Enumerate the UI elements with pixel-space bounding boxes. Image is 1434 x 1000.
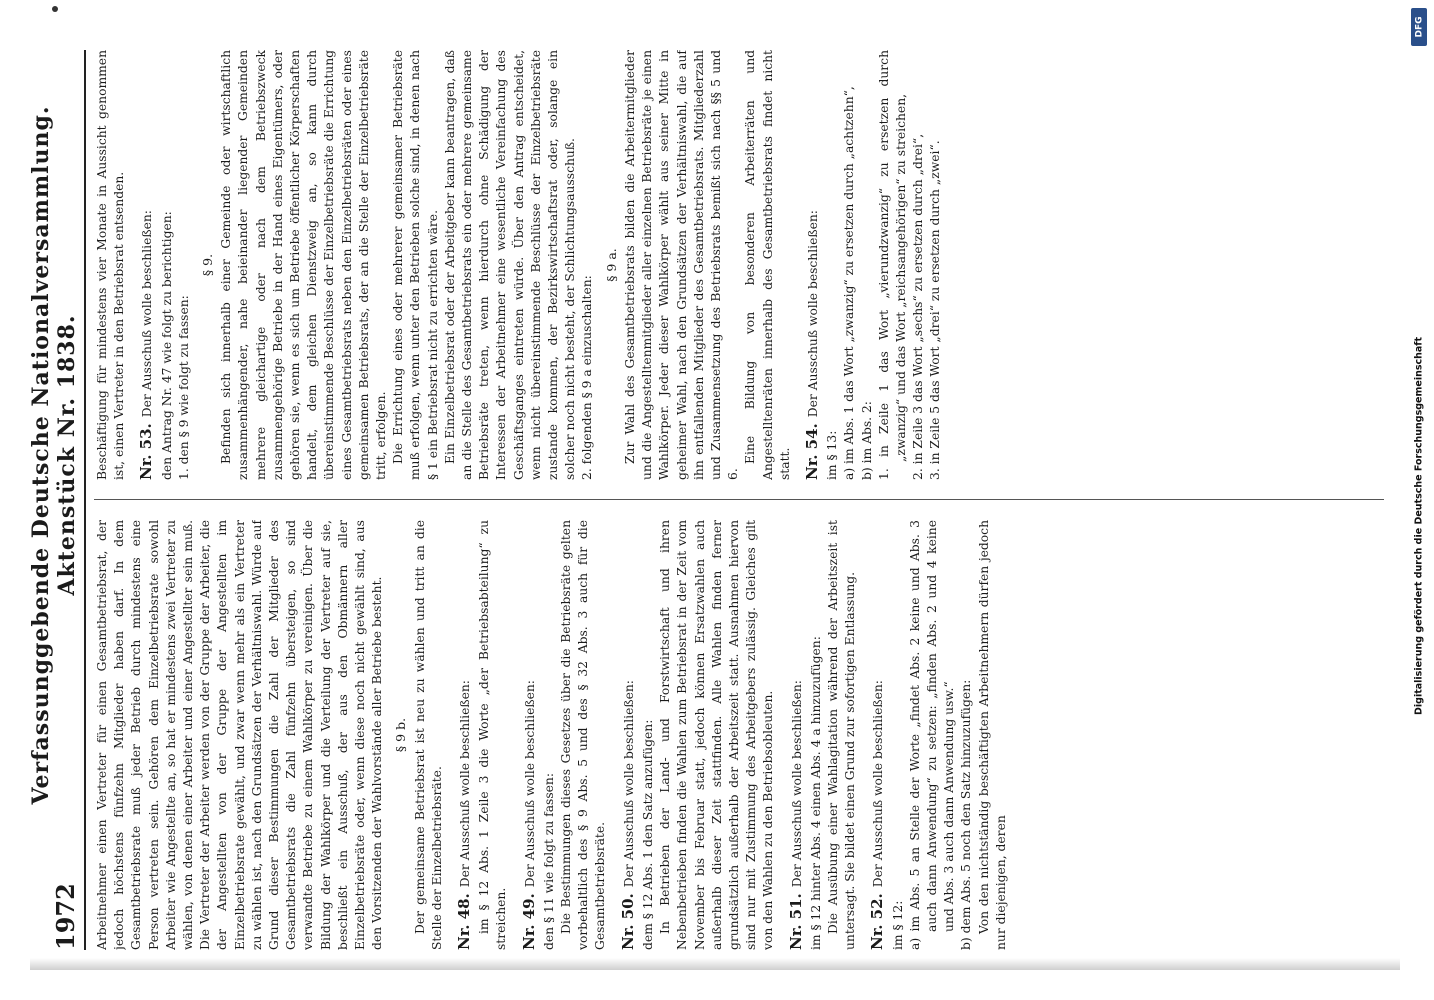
motion-heading: [804, 50, 822, 480]
page-number: 1972: [51, 883, 80, 950]
dfg-sidebar: [1408, 6, 1430, 994]
paragraph: im § 13:: [825, 430, 840, 480]
motion-intro: Der Ausschuß wolle beschließen:: [458, 680, 473, 888]
list-item: a) im Abs. 1 das Wort „zwanzig“ zu ersetzen durch „achtzehn“,: [842, 86, 857, 480]
motion-intro: Der Ausschuß wolle beschließen:: [789, 680, 804, 888]
paragraph: Ein Einzelbetriebsrat oder der Arbeitgeber kann beantragen, daß an die Stelle des Gesamtbetriebsrats ein oder mehrere gemeinsame Betriebsräte treten, wenn hierdurch ohne Schädigung der Interessen der Arbeitnehmer eine wesentliche Vereinfachung des Geschäftsganges eintreten würde. Über den Antrag entscheidet, wenn nicht übereinstimmende Beschlüsse der Einzelbetriebsräte zustande kommen, der Bezirkswirtschaftsrat oder, solange ein solcher noch nicht besteht, der Schlichtungsausschuß.: [442, 50, 578, 480]
list-item: b) dem Abs. 5 noch den Satz hinzuzufügen:: [959, 679, 974, 950]
motion-number: Nr. 48.: [455, 893, 474, 950]
motion-number: Nr. 51.: [786, 893, 805, 950]
paragraph: Der gemeinsame Betriebsrat ist neu zu wählen und tritt an die Stelle der Einzelbetriebsräte.: [412, 520, 444, 950]
list-item: 3. in Zeile 5 das Wort „drei“ zu ersetzen durch „zwei“.: [928, 140, 943, 480]
list-item: 2. folgenden § 9 a einzuschalten:: [580, 275, 595, 480]
paragraph: Die Bestimmungen dieses Gesetzes über die Betriebsräte gelten vorbehaltlich des § 9 Abs. 5 und des § 32 Abs. 3 auch für die Gesamtbetriebsräte.: [559, 520, 608, 950]
paragraph: Arbeitnehmer einen Vertreter für einen Gesamtbetriebsrat, der jedoch höchstens fünfzehn Mitglieder haben darf. In dem Gesamtbetriebsrate muß jeder Betrieb durch mindestens eine Person vertreten sein. Gehören dem Einzelbetriebsrate sowohl Arbeiter wie Angestellte an, so hat er mindestens zwei Vertreter zu wählen, von denen einer Arbeiter und einer Angestellter sein muß. Die Vertreter der Arbeiter werden von der Gruppe der Arbeiter, die der Angestellten von der Gruppe der Angestellten im Einzelbetriebsrate gewählt, und zwar wenn mehr als ein Vertreter zu wählen ist, nach den Grundsätzen der Verhältniswahl. Würde auf Grund dieser Bestimmungen die Zahl der Mitglieder des Gesamtbetriebsrats die Zahl fünfzehn übersteigen, so sind verwandte Betriebe zu einem Wahlkörper zu vereinigen. Über die Bildung der Wahlkörper und die Verteilung der Vertreter auf sie, beschließt ein Ausschuß, der aus den Obmännern aller Einzelbetriebsräte oder, wenn diese noch nicht gewählt sind, aus den Vorsitzenden der Wahlvorstände aller Betriebe besteht.: [95, 520, 385, 950]
motion-intro: Der Ausschuß wolle beschließen:: [621, 680, 636, 888]
paragraph: Beschäftigung für mindestens vier Monate in Aussicht genommen ist, einen Vertreter in den Betriebsrat entsenden.: [95, 50, 127, 480]
motion-intro: Der Ausschuß wolle beschließen:: [805, 210, 820, 418]
paragraph: Die Ausübung einer Wahlagitation während der Arbeitszeit ist untersagt. Sie bildet einen Grund zur sofortigen Entlassung.: [825, 520, 858, 950]
scanned-page: [30, 30, 1400, 970]
motion-number: Nr. 54.: [802, 423, 821, 480]
paragraph: im § 12 hinter Abs. 4 einen Abs. 4 a hinzuzufügen:: [808, 636, 823, 950]
motion-heading: [138, 50, 156, 480]
paragraph: In Betrieben der Land- und Forstwirtschaft und ihren Nebenbetrieben finden die Wahlen zum Betriebsrat in der Zeit vom November bis Februar statt, jedoch können Ersatzwahlen auch außerhalb dieser Zeit stattfinden. Alle Wahlen finden ferner grundsätzlich außerhalb der Arbeitszeit statt. Ausnahmen hiervon sind nur mit Zustimmung des Arbeitgebers zulässig. Gleiches gilt von den Wahlen zu den Betriebsobleuten.: [658, 520, 776, 950]
left-column: [94, 520, 1384, 950]
paragraph: dem § 12 Abs. 1 den Satz anzufügen:: [640, 719, 655, 950]
page-header: [28, 50, 86, 950]
list-item: a) im Abs. 5 an Stelle der Worte „findet Abs. 2 keine und Abs. 3 auch dann Anwendung“ zu setzen: „finden Abs. 2 und 4 keine und Abs. 3 auch dann Anwendung usw.“: [907, 520, 957, 950]
motion-heading: [869, 520, 887, 950]
motion-heading: [788, 520, 806, 950]
motion-number: Nr. 52.: [868, 893, 887, 950]
paragraph: Zur Wahl des Gesamtbetriebsrats bilden die Arbeitermitglieder und die Angestelltenmitglieder aller einzelnen Betriebsräte je einen Wahlkörper. Jeder dieser Wahlkörper wählt aus seiner Mitte in geheimer Wahl, nach den Grundsätzen der Verhältniswahl, die auf ihn entfallenden Mitglieder des Gesamtbetriebsrats. Mitgliederzahl und Zusammensetzung des Betriebsrats bemißt sich nach §§ 5 und 6.: [622, 50, 741, 480]
running-title: Verfassunggebende Deutsche Nationalversammlung. Aktenstück Nr. 1838.: [28, 105, 80, 805]
list-item: 1. den § 9 wie folgt zu fassen:: [176, 295, 191, 480]
scan-edge-shadow: [30, 958, 1400, 970]
section-heading: § 9 b.: [393, 717, 409, 753]
motion-intro: Der Ausschuß wolle beschließen:: [871, 680, 886, 888]
paragraph: Von den nichtständig beschäftigten Arbeitnehmern dürfen jedoch nur diejenigen, deren: [976, 520, 1008, 950]
motion-intro: Der Ausschuß wolle beschließen:: [522, 680, 537, 888]
motion-intro: Der Ausschuß wolle beschließen:: [140, 210, 155, 418]
section-heading: § 9.: [200, 253, 216, 277]
list-item: 1. in Zeile 1 das Wort „vierundzwanzig“ zu ersetzen durch „zwanzig“ und das Wort „reichsangehörigen“ zu streichen,: [876, 50, 908, 480]
paragraph: Befinden sich innerhalb einer Gemeinde oder wirtschaftlich zusammenhängender, nahe beieinander liegender Gemeinden mehrere gleichartige oder nach dem Betriebszweck zusammengehörige Betriebe in der Hand eines Eigentümers, oder gehören sie, wenn es sich um Betriebe öffentlicher Körperschaften handelt, dem gleichen Dienstzweig an, so kann durch übereinstimmende Beschlüsse der Einzelbetriebsräte die Errichtung eines Gesamtbetriebsrats neben den Einzelbetriebsräten oder eines gemeinsamen Betriebsrats, der an die Stelle der Einzelbetriebsräte tritt, erfolgen.: [219, 50, 389, 480]
motion-heading: [620, 520, 638, 950]
motion-number: Nr. 49.: [519, 893, 538, 950]
paragraph: im § 12 Abs. 1 Zeile 3 die Worte „der Betriebsabteilung“ zu streichen.: [477, 520, 509, 950]
ink-speck: [52, 6, 58, 12]
motion-heading: [521, 520, 539, 950]
motion-heading: [456, 520, 474, 950]
list-item: 2. in Zeile 3 das Wort „sechs“ zu ersetzen durch „drei“,: [911, 133, 926, 480]
motion-number: Nr. 53.: [137, 423, 156, 480]
motion-number: Nr. 50.: [618, 893, 637, 950]
paragraph: Eine Bildung von besonderen Arbeiterräten und Angestelltenräten innerhalb des Gesamtbetriebsrats findet nicht statt.: [743, 50, 792, 480]
dfg-logo: DFG: [1411, 8, 1427, 46]
paragraph: den § 11 wie folgt zu fassen:: [541, 773, 556, 950]
list-item: b) im Abs. 2:: [859, 401, 874, 480]
paragraph: den Antrag Nr. 47 wie folgt zu berichtigen:: [159, 211, 174, 480]
right-column: [94, 50, 1384, 480]
paragraph: im § 12:: [890, 900, 905, 950]
paragraph: Die Errichtung eines oder mehrerer gemeinsamer Betriebsräte muß erfolgen, wenn unter den Betrieben solche sind, in denen nach § 1 ein Betriebsrat nicht zu errichten wäre.: [391, 50, 440, 480]
funding-note: Digitalisierung gefördert durch die Deutsche Forschungsgemeinschaft: [1413, 337, 1425, 715]
column-divider: [94, 499, 1384, 500]
section-heading: § 9 a.: [603, 248, 619, 282]
